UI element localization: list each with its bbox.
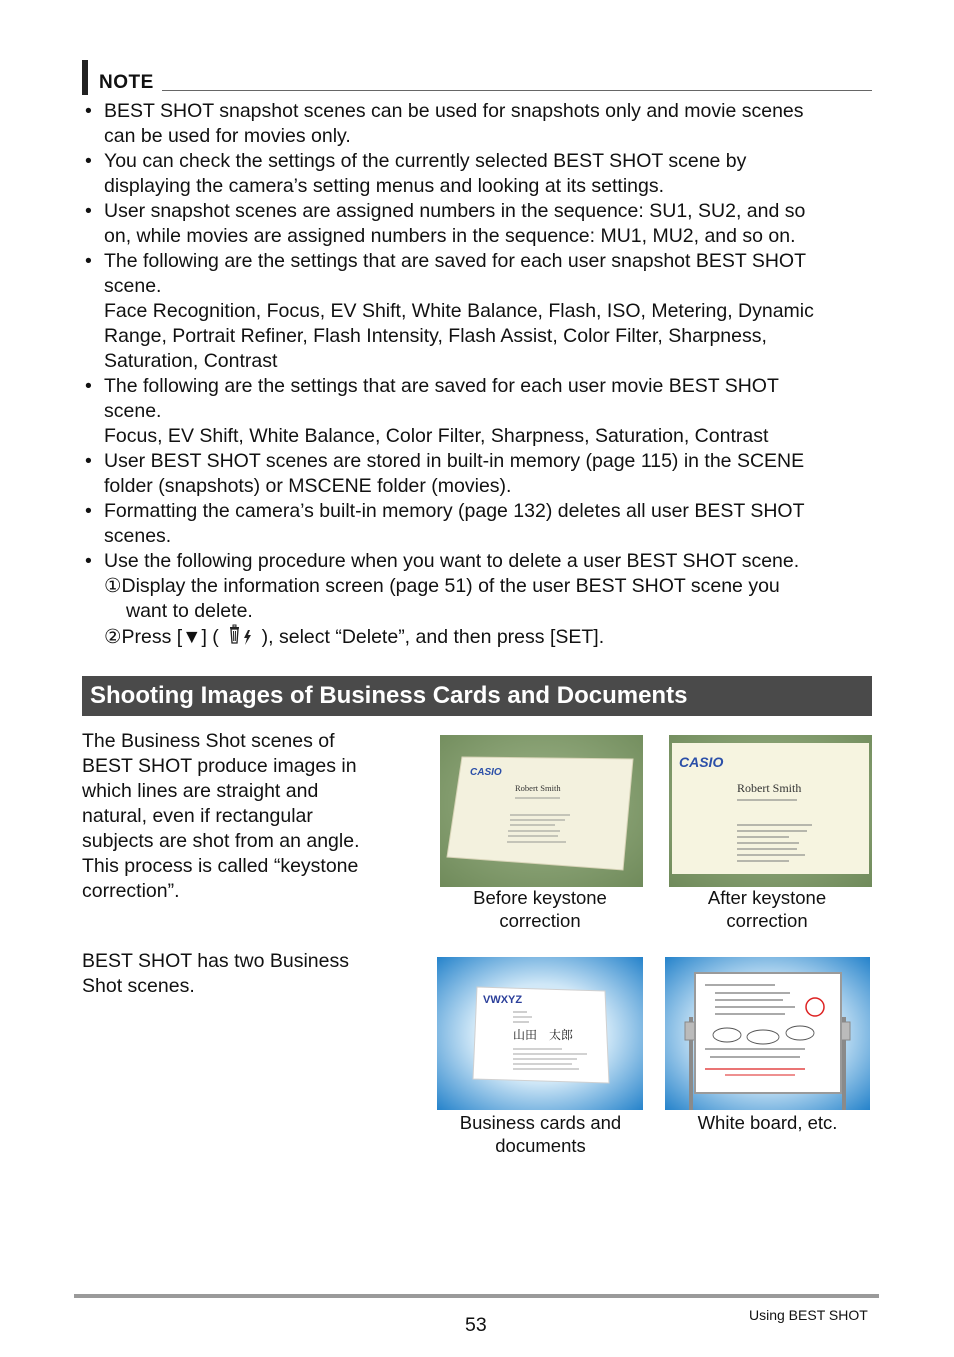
bullet-dot-icon: • xyxy=(85,200,92,222)
footer-section-label: Using BEST SHOT xyxy=(749,1307,868,1323)
note-line: Formatting the camera’s built-in memory (page 132) deletes all user BEST SHOT xyxy=(104,500,805,522)
business-cards-caption xyxy=(438,1111,643,1157)
intro-line: The Business Shot scenes of xyxy=(82,730,335,752)
white-board-scene-image xyxy=(665,957,870,1110)
note-line: folder (snapshots) or MSCENE folder (movies). xyxy=(104,475,512,497)
caption-line: After keystone xyxy=(707,887,827,908)
note-line: The following are the settings that are saved for each user snapshot BEST SHOT xyxy=(104,250,807,272)
white-board-caption xyxy=(665,1111,870,1134)
note-marker-bar xyxy=(82,60,88,95)
business-cards-scene-image xyxy=(437,957,643,1110)
bullet-dot-icon: • xyxy=(85,500,92,522)
intro-line: This process is called “keystone xyxy=(82,855,359,877)
intro-line: BEST SHOT produce images in xyxy=(82,755,357,777)
caption-line: White board, etc. xyxy=(697,1112,838,1133)
intro-line: subjects are shot from an angle. xyxy=(82,830,360,852)
page-number: 53 xyxy=(465,1314,487,1336)
card-name: 山田 太郎 xyxy=(513,1028,574,1042)
step-number: ① xyxy=(104,575,122,597)
caption-line: correction xyxy=(499,910,581,931)
procedure-step xyxy=(104,624,877,650)
note-line: scene. xyxy=(104,275,162,297)
card-brand: VWXYZ xyxy=(483,994,523,1006)
note-line: Use the following procedure when you want to delete a user BEST SHOT scene. xyxy=(104,550,800,572)
step-text: want to delete. xyxy=(126,600,253,622)
bullet-dot-icon: • xyxy=(85,150,92,172)
intro-paragraph-2 xyxy=(82,949,402,999)
intro-paragraph xyxy=(82,729,402,904)
note-line: displaying the camera’s setting menus and looking at its settings. xyxy=(104,175,665,197)
trash-flash-icon xyxy=(224,624,256,646)
note-line: The following are the settings that are saved for each user movie BEST SHOT xyxy=(104,375,779,397)
step-text: ), select “Delete”, and then press [SET]. xyxy=(261,626,605,648)
note-bullet xyxy=(82,249,877,374)
intro-line: correction”. xyxy=(82,880,180,902)
note-label: NOTE xyxy=(99,72,154,93)
bullet-dot-icon: • xyxy=(85,250,92,272)
note-bullet xyxy=(82,499,877,549)
note-line: can be used for movies only. xyxy=(104,125,351,147)
intro-line: BEST SHOT has two Business xyxy=(82,950,349,972)
caption-line: Business cards and xyxy=(459,1112,622,1133)
bullet-dot-icon: • xyxy=(85,100,92,122)
intro-line: natural, even if rectangular xyxy=(82,805,313,827)
bullet-dot-icon: • xyxy=(85,550,92,572)
before-keystone-caption xyxy=(440,886,640,932)
note-bullet xyxy=(82,549,877,650)
note-bullet xyxy=(82,374,877,449)
step-text: Display the information screen (page 51) of the user BEST SHOT scene you xyxy=(121,575,780,597)
note-line: Range, Portrait Refiner, Flash Intensity, Flash Assist, Color Filter, Sharpness, xyxy=(104,325,767,347)
bullet-dot-icon: • xyxy=(85,375,92,397)
card-brand: CASIO xyxy=(470,767,502,778)
note-line: scenes. xyxy=(104,525,172,547)
bullet-dot-icon: • xyxy=(85,450,92,472)
note-list xyxy=(82,99,877,650)
note-line: Face Recognition, Focus, EV Shift, White Balance, Flash, ISO, Metering, Dynamic xyxy=(104,300,814,322)
note-bullet xyxy=(82,199,877,249)
card-name: Robert Smith xyxy=(515,783,561,793)
note-line: scene. xyxy=(104,400,162,422)
note-line: User snapshot scenes are assigned numbers in the sequence: SU1, SU2, and so xyxy=(104,200,806,222)
step-text: Press [▼] ( xyxy=(121,626,219,648)
step-number: ② xyxy=(104,626,122,648)
note-bullet xyxy=(82,99,877,149)
procedure-step xyxy=(104,574,877,624)
note-divider xyxy=(162,90,872,91)
after-keystone-caption xyxy=(667,886,867,932)
note-line: User BEST SHOT scenes are stored in built-in memory (page 115) in the SCENE xyxy=(104,450,805,472)
note-bullet xyxy=(82,449,877,499)
before-keystone-photo xyxy=(440,735,643,887)
card-brand: CASIO xyxy=(679,754,724,770)
footer-divider xyxy=(74,1294,879,1298)
note-bullet xyxy=(82,149,877,199)
note-line: on, while movies are assigned numbers in the sequence: MU1, MU2, and so on. xyxy=(104,225,796,247)
note-line: BEST SHOT snapshot scenes can be used for snapshots only and movie scenes xyxy=(104,100,804,122)
intro-line: Shot scenes. xyxy=(82,975,195,997)
intro-line: which lines are straight and xyxy=(82,780,319,802)
caption-line: Before keystone xyxy=(473,887,607,908)
card-name: Robert Smith xyxy=(737,781,802,795)
note-line: You can check the settings of the currently selected BEST SHOT scene by xyxy=(104,150,747,172)
note-line: Focus, EV Shift, White Balance, Color Filter, Sharpness, Saturation, Contrast xyxy=(104,425,769,447)
section-heading: Shooting Images of Business Cards and Documents xyxy=(82,676,872,716)
after-keystone-photo xyxy=(669,735,872,887)
caption-line: correction xyxy=(726,910,808,931)
caption-line: documents xyxy=(495,1135,586,1156)
note-line: Saturation, Contrast xyxy=(104,350,278,372)
